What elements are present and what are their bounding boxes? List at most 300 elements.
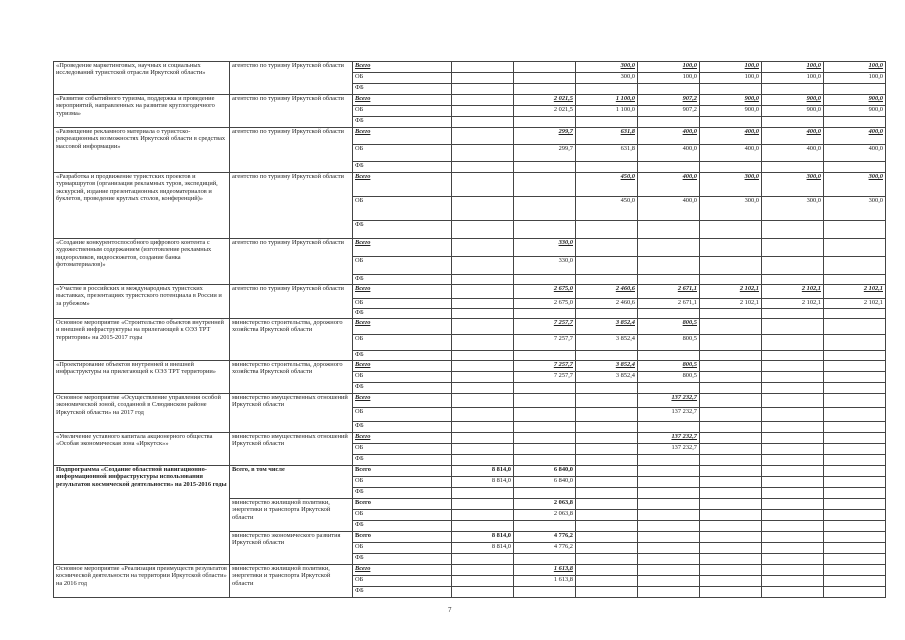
amount-cell	[700, 532, 762, 543]
amount-cell: 800,5	[638, 372, 700, 383]
amount-cell	[700, 444, 762, 455]
amount-cell: 3 852,4	[576, 372, 638, 383]
activity-name: Основное мероприятие «Строительство объектов внутренней и внешней инфраструктуры на прилегающей к ОЭЗ ТРТ территории» на 2015-2017 годы	[54, 319, 230, 361]
amount-cell	[514, 554, 576, 565]
page-number: 7	[448, 606, 452, 614]
amount-cell	[824, 117, 886, 128]
amount-cell	[452, 383, 514, 394]
amount-cell	[452, 554, 514, 565]
funding-source: Всего	[353, 239, 452, 257]
amount-cell	[762, 117, 824, 128]
amount-cell	[452, 299, 514, 309]
amount-cell: 300,0	[824, 173, 886, 197]
amount-cell	[638, 221, 700, 239]
amount-cell	[762, 554, 824, 565]
amount-cell: 137 232,7	[638, 433, 700, 444]
executor-name: агентство по туризму Иркутской области	[230, 95, 353, 128]
amount-cell: 137 232,7	[638, 394, 700, 408]
amount-cell	[700, 319, 762, 335]
amount-cell: 100,0	[700, 73, 762, 84]
amount-cell: 2 102,1	[700, 299, 762, 309]
amount-cell	[700, 477, 762, 488]
amount-cell	[638, 576, 700, 587]
amount-cell	[452, 285, 514, 299]
amount-cell	[452, 521, 514, 532]
amount-cell	[762, 587, 824, 598]
amount-cell	[762, 275, 824, 285]
amount-cell	[762, 455, 824, 466]
amount-cell: 1 613,8	[514, 576, 576, 587]
amount-cell	[824, 532, 886, 543]
amount-cell	[452, 173, 514, 197]
amount-cell	[762, 499, 824, 510]
funding-source: ОБ	[353, 408, 452, 422]
amount-cell	[514, 488, 576, 499]
amount-cell	[452, 510, 514, 521]
table-row	[54, 285, 886, 299]
funding-source: ФБ	[353, 554, 452, 565]
amount-cell	[700, 408, 762, 422]
amount-cell	[638, 565, 700, 576]
amount-cell	[824, 477, 886, 488]
funding-source: ОБ	[353, 73, 452, 84]
amount-cell: 631,8	[576, 145, 638, 162]
table-row	[54, 62, 886, 73]
amount-cell	[452, 62, 514, 73]
amount-cell	[514, 173, 576, 197]
amount-cell	[700, 257, 762, 275]
amount-cell: 800,5	[638, 361, 700, 372]
funding-source: ОБ	[353, 510, 452, 521]
amount-cell	[452, 73, 514, 84]
amount-cell	[452, 128, 514, 145]
funding-source: ФБ	[353, 309, 452, 319]
amount-cell: 1 613,8	[514, 565, 576, 576]
funding-source: ОБ	[353, 197, 452, 221]
amount-cell	[514, 117, 576, 128]
amount-cell	[762, 309, 824, 319]
executor-name: агентство по туризму Иркутской области	[230, 62, 353, 95]
amount-cell	[762, 565, 824, 576]
amount-cell	[638, 162, 700, 173]
amount-cell: 907,2	[638, 95, 700, 106]
amount-cell: 2 021,5	[514, 106, 576, 117]
amount-cell: 300,0	[762, 173, 824, 197]
amount-cell: 300,0	[762, 197, 824, 221]
amount-cell	[638, 554, 700, 565]
executor-name: агентство по туризму Иркутской области	[230, 285, 353, 319]
amount-cell: 6 840,0	[514, 477, 576, 488]
funding-source: Всего	[353, 285, 452, 299]
amount-cell	[700, 239, 762, 257]
amount-cell	[514, 433, 576, 444]
budget-table-body	[54, 62, 886, 598]
budget-table	[53, 61, 886, 598]
amount-cell: 450,0	[576, 173, 638, 197]
amount-cell	[576, 117, 638, 128]
amount-cell	[762, 221, 824, 239]
funding-source: ФБ	[353, 383, 452, 394]
amount-cell	[638, 521, 700, 532]
amount-cell	[638, 543, 700, 554]
amount-cell	[700, 554, 762, 565]
amount-cell	[700, 221, 762, 239]
activity-name: «Размещение рекламного материала о туристско-рекреационных возможностях Иркутской области в средствах массовой информации»	[54, 128, 230, 173]
amount-cell	[700, 466, 762, 477]
amount-cell: 7 257,7	[514, 319, 576, 335]
amount-cell: 300,0	[576, 73, 638, 84]
amount-cell	[824, 444, 886, 455]
amount-cell	[824, 455, 886, 466]
amount-cell: 300,0	[824, 197, 886, 221]
amount-cell	[824, 319, 886, 335]
amount-cell	[824, 499, 886, 510]
amount-cell	[762, 257, 824, 275]
amount-cell	[700, 275, 762, 285]
amount-cell	[824, 408, 886, 422]
amount-cell	[700, 488, 762, 499]
amount-cell	[762, 466, 824, 477]
amount-cell	[700, 576, 762, 587]
funding-source: Всего	[353, 532, 452, 543]
funding-source: Всего	[353, 319, 452, 335]
amount-cell: 2 102,1	[762, 299, 824, 309]
amount-cell: 900,0	[824, 106, 886, 117]
amount-cell	[762, 408, 824, 422]
amount-cell	[452, 221, 514, 239]
table-row	[54, 128, 886, 145]
amount-cell	[638, 257, 700, 275]
amount-cell	[514, 221, 576, 239]
amount-cell: 400,0	[638, 197, 700, 221]
amount-cell	[762, 444, 824, 455]
amount-cell	[576, 383, 638, 394]
amount-cell: 900,0	[762, 106, 824, 117]
amount-cell: 4 776,2	[514, 543, 576, 554]
amount-cell	[638, 275, 700, 285]
amount-cell: 100,0	[700, 62, 762, 73]
amount-cell	[576, 84, 638, 95]
amount-cell	[452, 408, 514, 422]
amount-cell	[514, 422, 576, 433]
amount-cell: 1 100,0	[576, 95, 638, 106]
amount-cell	[638, 383, 700, 394]
amount-cell	[452, 106, 514, 117]
amount-cell	[576, 433, 638, 444]
table-row	[54, 361, 886, 372]
amount-cell	[762, 335, 824, 351]
amount-cell	[514, 62, 576, 73]
amount-cell	[452, 145, 514, 162]
amount-cell: 300,0	[576, 62, 638, 73]
amount-cell	[514, 309, 576, 319]
amount-cell: 8 814,0	[452, 532, 514, 543]
amount-cell	[824, 84, 886, 95]
amount-cell	[824, 422, 886, 433]
amount-cell	[762, 510, 824, 521]
amount-cell	[576, 532, 638, 543]
amount-cell	[762, 477, 824, 488]
amount-cell	[824, 433, 886, 444]
amount-cell	[700, 521, 762, 532]
amount-cell	[700, 361, 762, 372]
funding-source: ОБ	[353, 335, 452, 351]
amount-cell	[576, 275, 638, 285]
amount-cell	[762, 394, 824, 408]
amount-cell: 330,0	[514, 239, 576, 257]
amount-cell: 400,0	[700, 128, 762, 145]
amount-cell: 4 776,2	[514, 532, 576, 543]
amount-cell: 2 460,6	[576, 285, 638, 299]
amount-cell: 2 102,1	[824, 285, 886, 299]
amount-cell	[514, 275, 576, 285]
amount-cell	[700, 587, 762, 598]
amount-cell	[762, 543, 824, 554]
amount-cell	[452, 84, 514, 95]
activity-name: Основное мероприятие «Осуществление управления особой экономической зоной, созданной в Слюдянском районе Иркутской области» на 2017 год	[54, 394, 230, 433]
amount-cell: 3 852,4	[576, 335, 638, 351]
amount-cell	[824, 372, 886, 383]
amount-cell: 2 671,1	[638, 299, 700, 309]
amount-cell	[824, 543, 886, 554]
amount-cell	[638, 239, 700, 257]
funding-source: Всего	[353, 499, 452, 510]
amount-cell: 2 102,1	[700, 285, 762, 299]
amount-cell	[514, 455, 576, 466]
amount-cell	[824, 554, 886, 565]
amount-cell	[762, 319, 824, 335]
amount-cell: 2 102,1	[824, 299, 886, 309]
amount-cell	[514, 351, 576, 361]
amount-cell	[638, 422, 700, 433]
amount-cell	[824, 488, 886, 499]
funding-source: ОБ	[353, 257, 452, 275]
amount-cell	[576, 477, 638, 488]
table-row	[54, 239, 886, 257]
funding-source: Всего	[353, 361, 452, 372]
funding-source: ОБ	[353, 145, 452, 162]
amount-cell	[452, 239, 514, 257]
funding-source: ОБ	[353, 477, 452, 488]
amount-cell: 400,0	[762, 145, 824, 162]
amount-cell	[452, 444, 514, 455]
amount-cell	[576, 521, 638, 532]
table-row	[54, 565, 886, 576]
amount-cell: 2 021,5	[514, 95, 576, 106]
amount-cell: 137 232,7	[638, 444, 700, 455]
amount-cell: 330,0	[514, 257, 576, 275]
amount-cell: 400,0	[700, 145, 762, 162]
executor-name: министерство жилищной политики, энергетики и транспорта Иркутской области	[230, 565, 353, 598]
executor-name: агентство по туризму Иркутской области	[230, 239, 353, 285]
amount-cell	[638, 351, 700, 361]
amount-cell	[638, 510, 700, 521]
amount-cell	[576, 543, 638, 554]
funding-source: ОБ	[353, 543, 452, 554]
amount-cell	[514, 521, 576, 532]
amount-cell	[452, 576, 514, 587]
amount-cell	[576, 239, 638, 257]
funding-source: ОБ	[353, 106, 452, 117]
funding-source: Всего	[353, 466, 452, 477]
executor-name: министерство строительства, дорожного хозяйства Иркутской области	[230, 319, 353, 361]
table-row	[54, 394, 886, 408]
amount-cell	[700, 383, 762, 394]
funding-source: ФБ	[353, 587, 452, 598]
amount-cell	[576, 444, 638, 455]
amount-cell	[638, 455, 700, 466]
executor-name: Всего, в том числе	[230, 466, 353, 499]
amount-cell	[452, 351, 514, 361]
funding-source: Всего	[353, 394, 452, 408]
amount-cell: 299,7	[514, 145, 576, 162]
amount-cell	[762, 361, 824, 372]
amount-cell	[824, 587, 886, 598]
amount-cell	[576, 309, 638, 319]
amount-cell	[452, 197, 514, 221]
amount-cell	[762, 239, 824, 257]
amount-cell	[824, 361, 886, 372]
amount-cell	[700, 565, 762, 576]
amount-cell	[638, 499, 700, 510]
amount-cell	[762, 351, 824, 361]
funding-source: ФБ	[353, 275, 452, 285]
activity-name: «Разработка и продвижение туристских проектов и турмаршрутов (организация рекламных туров, экспедиций, экскурсий, издание презентационных видеоматериалов и буклетов, проведение круглых столов, конференций)»	[54, 173, 230, 239]
amount-cell	[452, 162, 514, 173]
amount-cell	[452, 433, 514, 444]
amount-cell	[700, 84, 762, 95]
amount-cell: 900,0	[762, 95, 824, 106]
amount-cell	[700, 394, 762, 408]
funding-source: ФБ	[353, 521, 452, 532]
funding-source: Всего	[353, 173, 452, 197]
amount-cell	[824, 466, 886, 477]
amount-cell	[576, 510, 638, 521]
executor-name: министерство жилищной политики, энергетики и транспорта Иркутской области	[230, 499, 353, 532]
amount-cell	[762, 433, 824, 444]
amount-cell	[824, 351, 886, 361]
amount-cell	[824, 521, 886, 532]
amount-cell: 2 102,1	[762, 285, 824, 299]
activity-name: Основное мероприятие «Реализация преимуществ результатов космической деятельности на территории Иркутской области» на 2016 год	[54, 565, 230, 598]
executor-name: агентство по туризму Иркутской области	[230, 128, 353, 173]
amount-cell	[576, 554, 638, 565]
amount-cell	[576, 408, 638, 422]
activity-name: «Создание конкурентоспособного цифрового контента с художественным содержанием (изготовление рекламных видеороликов, видеосюжетов, создание банка фотоматериалов)»	[54, 239, 230, 285]
amount-cell	[700, 510, 762, 521]
amount-cell	[824, 309, 886, 319]
amount-cell	[452, 117, 514, 128]
executor-name: агентство по туризму Иркутской области	[230, 173, 353, 239]
funding-source: Всего	[353, 95, 452, 106]
amount-cell: 907,2	[638, 106, 700, 117]
funding-source: Всего	[353, 565, 452, 576]
amount-cell	[700, 372, 762, 383]
amount-cell	[824, 162, 886, 173]
amount-cell	[700, 335, 762, 351]
activity-name: «Развитие событийного туризма, поддержка и проведение мероприятий, направленных на развитие круглогодичного туризма»	[54, 95, 230, 128]
activity-name: «Проектирование объектов внутренней и внешней инфраструктуры на прилегающей к ОЭЗ ТРТ территории»	[54, 361, 230, 394]
amount-cell	[452, 455, 514, 466]
amount-cell	[452, 488, 514, 499]
amount-cell	[762, 488, 824, 499]
amount-cell	[452, 335, 514, 351]
amount-cell: 2 063,8	[514, 499, 576, 510]
amount-cell	[514, 84, 576, 95]
amount-cell: 100,0	[638, 62, 700, 73]
amount-cell	[762, 84, 824, 95]
amount-cell	[824, 257, 886, 275]
amount-cell: 3 852,4	[576, 319, 638, 335]
amount-cell: 2 063,8	[514, 510, 576, 521]
amount-cell	[452, 309, 514, 319]
amount-cell: 400,0	[638, 145, 700, 162]
amount-cell	[452, 257, 514, 275]
amount-cell	[576, 565, 638, 576]
amount-cell: 900,0	[700, 95, 762, 106]
amount-cell: 2 671,1	[638, 285, 700, 299]
amount-cell	[576, 351, 638, 361]
amount-cell: 2 460,6	[576, 299, 638, 309]
amount-cell: 400,0	[638, 128, 700, 145]
amount-cell	[514, 197, 576, 221]
activity-name: «Увеличение уставного капитала акционерного общества «Особая экономическая зона «Иркутск»»	[54, 433, 230, 466]
amount-cell	[576, 422, 638, 433]
amount-cell	[452, 372, 514, 383]
executor-name: министерство строительства, дорожного хозяйства Иркутской области	[230, 361, 353, 394]
amount-cell	[576, 488, 638, 499]
amount-cell: 100,0	[638, 73, 700, 84]
table-row	[54, 319, 886, 335]
funding-source: ОБ	[353, 299, 452, 309]
funding-source: ФБ	[353, 221, 452, 239]
amount-cell	[824, 565, 886, 576]
amount-cell	[824, 221, 886, 239]
amount-cell	[700, 433, 762, 444]
amount-cell: 100,0	[824, 62, 886, 73]
amount-cell	[576, 257, 638, 275]
amount-cell: 400,0	[638, 173, 700, 197]
activity-name: «Проведение маркетинговых, научных и социальных исследований туристской отрасли Иркутской области»	[54, 62, 230, 95]
amount-cell	[762, 372, 824, 383]
amount-cell	[700, 455, 762, 466]
amount-cell	[576, 221, 638, 239]
amount-cell	[452, 275, 514, 285]
amount-cell	[824, 335, 886, 351]
amount-cell	[514, 587, 576, 598]
amount-cell: 3 852,4	[576, 361, 638, 372]
amount-cell	[638, 117, 700, 128]
amount-cell	[576, 162, 638, 173]
amount-cell	[576, 576, 638, 587]
amount-cell	[638, 488, 700, 499]
amount-cell	[762, 532, 824, 543]
amount-cell: 100,0	[762, 73, 824, 84]
amount-cell	[638, 587, 700, 598]
amount-cell: 7 257,7	[514, 335, 576, 351]
amount-cell	[824, 275, 886, 285]
amount-cell	[638, 84, 700, 95]
amount-cell	[824, 576, 886, 587]
amount-cell	[700, 162, 762, 173]
amount-cell	[700, 422, 762, 433]
activity-name: Подпрограмма «Создание областной навигационно-информационной инфраструктуры использования результатов космической деятельности» на 2015-2016 годы	[54, 466, 230, 565]
amount-cell	[452, 361, 514, 372]
amount-cell	[638, 466, 700, 477]
amount-cell	[638, 477, 700, 488]
amount-cell	[824, 383, 886, 394]
amount-cell	[700, 309, 762, 319]
